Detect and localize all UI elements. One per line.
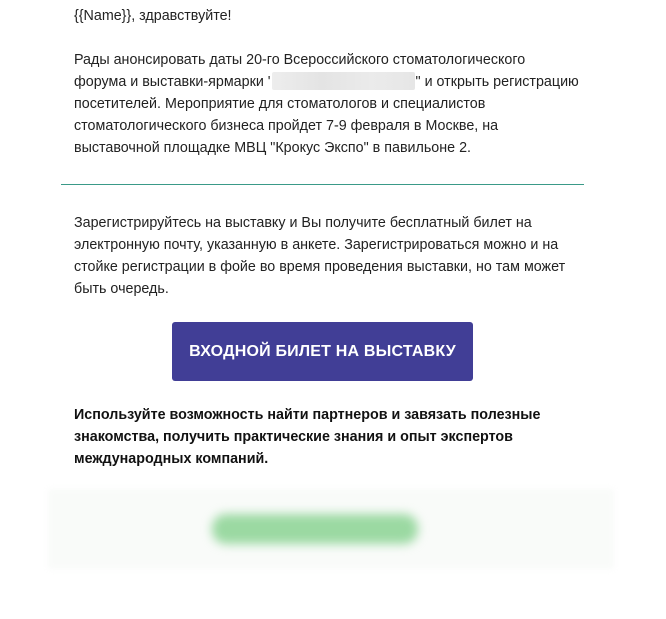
- registration-line: Зарегистрируйтесь на выставку и Вы получите бесплатный билет на: [74, 215, 532, 231]
- ticket-button[interactable]: ВХОДНОЙ БИЛЕТ НА ВЫСТАВКУ: [172, 322, 473, 381]
- partners-line: Используйте возможность найти партнеров и завязать полезные: [74, 407, 541, 423]
- intro-line: стоматологического бизнеса пройдет 7-9 февраля в Москве, на: [74, 118, 499, 134]
- partners-line: международных компаний.: [74, 451, 269, 467]
- intro-line-fragment: " и открыть регистрацию: [415, 74, 579, 90]
- intro-line-fragment: форума и выставки-ярмарки ': [74, 74, 271, 90]
- registration-paragraph: [74, 212, 594, 300]
- intro-line: Рады анонсировать даты 20-го Всероссийского стоматологического: [74, 52, 526, 68]
- redacted-event-name: [272, 72, 415, 90]
- intro-line: [74, 71, 594, 93]
- registration-line: электронную почту, указанную в анкете. Зарегистрироваться можно и на: [74, 237, 559, 253]
- intro-line: выставочной площадке МВЦ "Крокус Экспо" в павильоне 2.: [74, 140, 472, 156]
- partners-line: знакомства, получить практические знания и опыт экспертов: [74, 429, 513, 445]
- registration-line: стойке регистрации в фойе во время проведения выставки, но там может: [74, 259, 566, 275]
- blurred-button[interactable]: [212, 514, 418, 544]
- partners-paragraph: [74, 404, 594, 470]
- section-divider: [61, 184, 584, 185]
- intro-paragraph: [74, 49, 594, 159]
- greeting: {{Name}}, здравствуйте!: [74, 8, 232, 24]
- registration-line: быть очередь.: [74, 281, 169, 297]
- intro-line: посетителей. Мероприятие для стоматологов и специалистов: [74, 96, 486, 112]
